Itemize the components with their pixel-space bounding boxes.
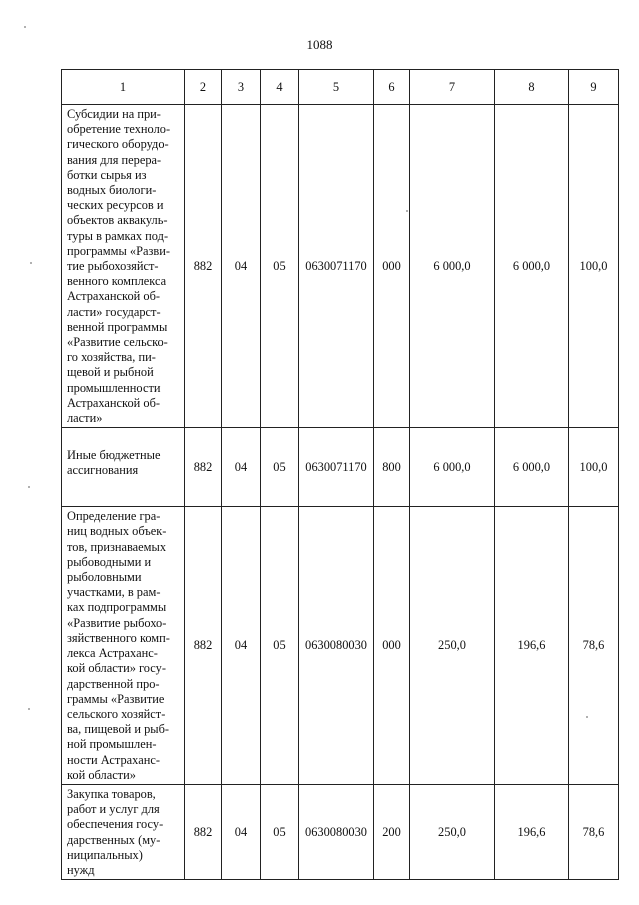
row-description: Закупка товаров, работ и услуг для обеспечения госу- дарственных (му- ниципальных) нужд [62, 784, 185, 879]
table-row [62, 105, 619, 428]
table-row [62, 784, 619, 879]
actual-amount-cell: 6 000,0 [495, 105, 569, 428]
table-row [62, 507, 619, 785]
column-header-9: 9 [569, 70, 619, 105]
expense-type-cell: 000 [374, 105, 410, 428]
scan-speck [24, 26, 26, 28]
column-header-8: 8 [495, 70, 569, 105]
column-header-7: 7 [410, 70, 495, 105]
table-row [62, 428, 619, 507]
column-header-1: 1 [62, 70, 185, 105]
scan-speck [28, 486, 30, 488]
target-article-cell: 0630071170 [299, 105, 374, 428]
scan-speck [30, 262, 32, 264]
scan-speck [586, 716, 588, 718]
column-header-3: 3 [222, 70, 261, 105]
admin-code-cell: 882 [185, 428, 222, 507]
target-article-cell: 0630080030 [299, 507, 374, 785]
percent-cell: 78,6 [569, 784, 619, 879]
percent-cell: 100,0 [569, 105, 619, 428]
expense-type-cell: 800 [374, 428, 410, 507]
actual-amount-cell: 6 000,0 [495, 428, 569, 507]
budget-table [61, 69, 619, 880]
expense-type-cell: 000 [374, 507, 410, 785]
row-description: Определение гра- ниц водных объек- тов, признаваемых рыбоводными и рыболовными участками, в рам- ках подпрограммы «Развитие рыбохо- зяйственного комп- лекса Астраханс- кой области» госу- дарственной про- граммы «Развитие сельского хозяйст- ва, пищевой и рыб- ной промышлен- ности Астраханс- кой области» [62, 507, 185, 785]
section-cell: 04 [222, 784, 261, 879]
plan-amount-cell: 250,0 [410, 784, 495, 879]
column-header-5: 5 [299, 70, 374, 105]
scan-speck [28, 708, 30, 710]
percent-cell: 78,6 [569, 507, 619, 785]
expense-type-cell: 200 [374, 784, 410, 879]
row-description: Субсидии на при- обретение техноло- гического оборудо- вания для перера- ботки сырья из водных биологи- ческих ресурсов и объектов аквакуль- туры в рамках под- программы «Разви- тие рыбохозяйст- венного комплекса Астраханской об- ласти» государст- венной программы «Развитие сельско- го хозяйства, пи- щевой и рыбной промышленности Астраханской об- ласти» [62, 105, 185, 428]
scan-speck [406, 210, 408, 212]
admin-code-cell: 882 [185, 105, 222, 428]
target-article-cell: 0630071170 [299, 428, 374, 507]
subsection-cell: 05 [261, 507, 299, 785]
admin-code-cell: 882 [185, 507, 222, 785]
subsection-cell: 05 [261, 428, 299, 507]
admin-code-cell: 882 [185, 784, 222, 879]
plan-amount-cell: 6 000,0 [410, 105, 495, 428]
section-cell: 04 [222, 507, 261, 785]
column-header-4: 4 [261, 70, 299, 105]
row-description: Иные бюджетные ассигнования [62, 428, 185, 507]
plan-amount-cell: 6 000,0 [410, 428, 495, 507]
header-row [62, 70, 619, 105]
page-number: 1088 [306, 37, 333, 52]
actual-amount-cell: 196,6 [495, 507, 569, 785]
percent-cell: 100,0 [569, 428, 619, 507]
column-header-6: 6 [374, 70, 410, 105]
plan-amount-cell: 250,0 [410, 507, 495, 785]
actual-amount-cell: 196,6 [495, 784, 569, 879]
subsection-cell: 05 [261, 784, 299, 879]
section-cell: 04 [222, 105, 261, 428]
column-header-2: 2 [185, 70, 222, 105]
subsection-cell: 05 [261, 105, 299, 428]
target-article-cell: 0630080030 [299, 784, 374, 879]
section-cell: 04 [222, 428, 261, 507]
